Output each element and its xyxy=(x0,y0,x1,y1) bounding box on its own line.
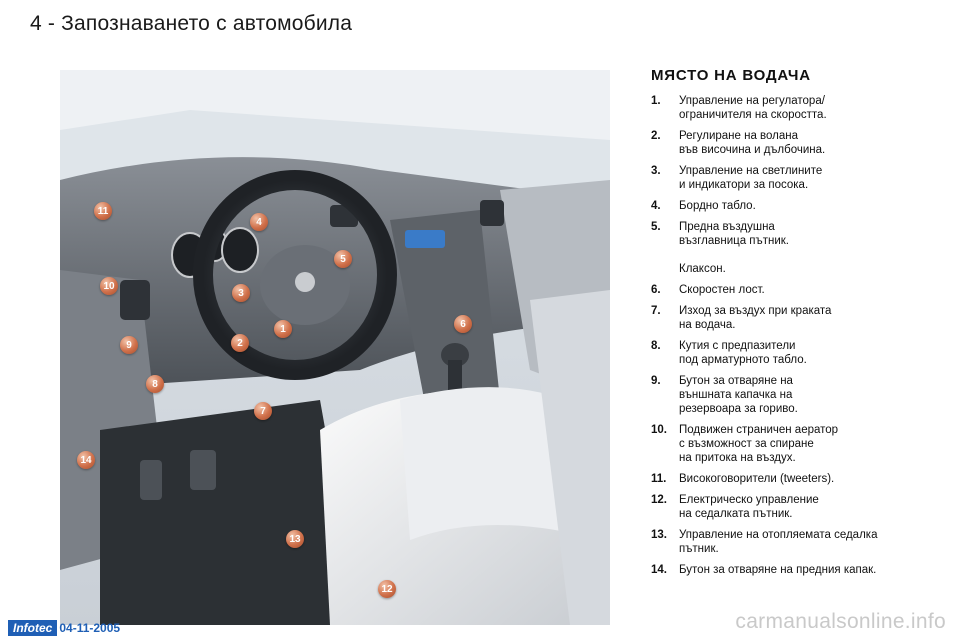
callout-11: 11 xyxy=(94,202,112,220)
legend-text: Регулиране на волана във височина и дълбочина. xyxy=(679,130,826,156)
legend-item xyxy=(651,220,941,276)
legend-text: Високоговорители (tweeters). xyxy=(679,473,835,485)
callout-9: 9 xyxy=(120,336,138,354)
legend-number: 14. xyxy=(651,564,667,576)
legend-text: Подвижен страничен аератор с възможност за спиране на притока на въздух. xyxy=(679,424,839,464)
callout-3: 3 xyxy=(232,284,250,302)
callout-6: 6 xyxy=(454,315,472,333)
page-header: 4 - Запознаването с автомобила xyxy=(30,12,353,35)
legend-item xyxy=(651,129,941,157)
callout-10: 10 xyxy=(100,277,118,295)
legend-number: 3. xyxy=(651,165,661,177)
legend-item xyxy=(651,94,941,122)
legend-number: 11. xyxy=(651,473,667,485)
callout-14: 14 xyxy=(77,451,95,469)
legend-number: 10. xyxy=(651,424,667,436)
footer-brand xyxy=(8,620,120,636)
legend-number: 12. xyxy=(651,494,667,506)
legend-text: Бордно табло. xyxy=(679,200,756,212)
legend-text: Изход за въздух при краката на водача. xyxy=(679,305,832,331)
legend-number: 13. xyxy=(651,529,667,541)
callout-4: 4 xyxy=(250,213,268,231)
legend-list xyxy=(651,94,941,584)
callout-2: 2 xyxy=(231,334,249,352)
legend-item xyxy=(651,339,941,367)
brand-logo: Infotec xyxy=(8,620,57,636)
legend-number: 8. xyxy=(651,340,661,352)
callout-7: 7 xyxy=(254,402,272,420)
legend-number: 9. xyxy=(651,375,661,387)
legend-text: Кутия с предпазители под арматурното табло. xyxy=(679,340,807,366)
legend-text: Управление на светлините и индикатори за посока. xyxy=(679,165,823,191)
legend-number: 1. xyxy=(651,95,661,107)
legend-item xyxy=(651,493,941,521)
legend-text: Управление на отопляемата седалка пътник. xyxy=(679,529,878,555)
legend-number: 5. xyxy=(651,221,661,233)
callout-12: 12 xyxy=(378,580,396,598)
cockpit-photo xyxy=(60,70,610,625)
legend-number: 4. xyxy=(651,200,661,212)
legend-text: Предна въздушна възглавница пътник. Клаксон. xyxy=(679,221,789,275)
legend-text: Бутон за отваряне на предния капак. xyxy=(679,564,877,576)
callout-13: 13 xyxy=(286,530,304,548)
legend-item xyxy=(651,563,941,577)
legend-item xyxy=(651,164,941,192)
legend-item xyxy=(651,528,941,556)
legend-item xyxy=(651,283,941,297)
legend-item xyxy=(651,374,941,416)
legend-item xyxy=(651,199,941,213)
callout-1: 1 xyxy=(274,320,292,338)
legend-number: 6. xyxy=(651,284,661,296)
legend-item xyxy=(651,472,941,486)
legend-item xyxy=(651,304,941,332)
callout-8: 8 xyxy=(146,375,164,393)
edition-date: 04-11-2005 xyxy=(59,621,121,635)
section-title: МЯСТО НА ВОДАЧА xyxy=(651,67,811,84)
legend-text: Електрическо управление на седалката пътник. xyxy=(679,494,819,520)
legend-number: 2. xyxy=(651,130,661,142)
cockpit-illustration xyxy=(60,70,610,625)
legend-text: Бутон за отваряне на външната капачка на резервоара за гориво. xyxy=(679,375,798,415)
callout-5: 5 xyxy=(334,250,352,268)
legend-number: 7. xyxy=(651,305,661,317)
legend-text: Управление на регулатора/ ограничителя на скоростта. xyxy=(679,95,827,121)
legend-item xyxy=(651,423,941,465)
watermark: carmanualsonline.info xyxy=(735,610,946,633)
legend-text: Скоростен лост. xyxy=(679,284,765,296)
